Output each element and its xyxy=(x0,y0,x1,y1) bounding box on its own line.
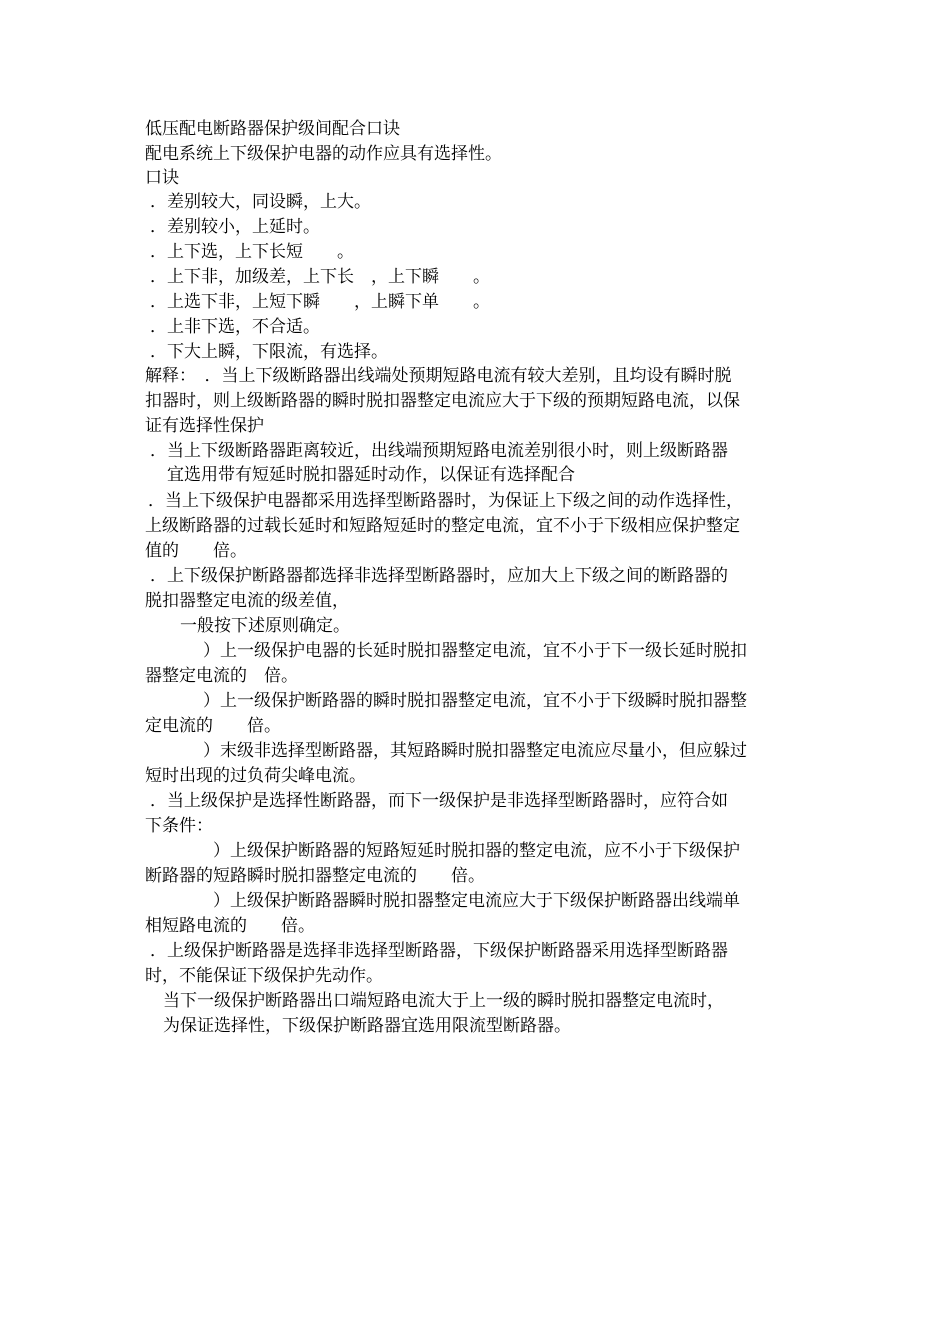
explanation-line: ．上级保护断路器是选择非选择型断路器，下级保护断路器采用选择型断路器 xyxy=(150,941,728,961)
explanation-line: ）上一级保护断路器的瞬时脱扣器整定电流，宜不小于下级瞬时脱扣器整 xyxy=(186,691,747,711)
mnemonic-line: ．上下非，加级差，上下长 ，上下瞬 。 xyxy=(150,267,490,287)
explanation-line: ．当上级保护是选择性断路器，而下一级保护是非选择型断路器时，应符合如 xyxy=(150,791,728,811)
explanation-line: 扣器时，则上级断路器的瞬时脱扣器整定电流应大于下级的预期短路电流，以保 xyxy=(145,391,740,411)
explanation-line: ）上一级保护电器的长延时脱扣器整定电流，宜不小于下一级长延时脱扣 xyxy=(186,641,747,661)
explanation-line: 值的 倍。 xyxy=(145,541,247,561)
explanation-line: 脱扣器整定电流的级差值， xyxy=(145,591,349,611)
explanation-line: 短时出现的过负荷尖峰电流。 xyxy=(145,766,366,786)
explanation-line: ）上级保护断路器的短路短延时脱扣器的整定电流，应不小于下级保护 xyxy=(196,841,740,861)
explanation-line: ．当上下级断路器距离较近，出线端预期短路电流差别很小时，则上级断路器 xyxy=(150,441,728,461)
explanation-line: 解释： ．当上下级断路器出线端处预期短路电流有较大差别，且均设有瞬时脱 xyxy=(145,366,732,386)
intro-paragraph: 配电系统上下级保护电器的动作应具有选择性。 xyxy=(145,144,502,164)
mnemonic-line: ．下大上瞬，下限流，有选择。 xyxy=(150,342,388,362)
explanation-line: ）上级保护断路器瞬时脱扣器整定电流应大于下级保护断路器出线端单 xyxy=(196,891,740,911)
mnemonic-line: ．上下选，上下长短 。 xyxy=(150,242,354,262)
explanation-line: ．上下级保护断路器都选择非选择型断路器时，应加大上下级之间的断路器的 xyxy=(150,566,728,586)
explanation-line: 相短路电流的 倍。 xyxy=(145,916,315,936)
mnemonic-heading: 口诀 xyxy=(145,168,179,188)
explanation-line: 证有选择性保护 xyxy=(145,416,264,436)
explanation-line: 当下一级保护断路器出口端短路电流大于上一级的瞬时脱扣器整定电流时， xyxy=(163,991,724,1011)
explanation-line: 一般按下述原则确定。 xyxy=(163,616,350,636)
explanation-line: 上级断路器的过载长延时和短路短延时的整定电流，宜不小于下级相应保护整定 xyxy=(145,516,740,536)
explanation-line: 断路器的短路瞬时脱扣器整定电流的 倍。 xyxy=(145,866,485,886)
explanation-line: 为保证选择性，下级保护断路器宜选用限流型断路器。 xyxy=(163,1016,571,1036)
explanation-line: 宜选用带有短延时脱扣器延时动作，以保证有选择配合 xyxy=(150,465,575,485)
explanation-line: ）末级非选择型断路器，其短路瞬时脱扣器整定电流应尽量小，但应躲过 xyxy=(186,741,747,761)
mnemonic-line: ．差别较大，同设瞬，上大。 xyxy=(150,192,371,212)
explanation-line: 器整定电流的 倍。 xyxy=(145,666,298,686)
mnemonic-line: ．上选下非，上短下瞬 ，上瞬下单 。 xyxy=(150,292,490,312)
explanation-line: 定电流的 倍。 xyxy=(145,716,281,736)
explanation-line: 时，不能保证下级保护先动作。 xyxy=(145,966,383,986)
explanation-line: 下条件： xyxy=(145,816,213,836)
mnemonic-line: ．上非下选，不合适。 xyxy=(150,317,320,337)
document-title: 低压配电断路器保护级间配合口诀 xyxy=(145,119,400,139)
mnemonic-line: ．差别较小，上延时。 xyxy=(150,217,320,237)
explanation-line: ．当上下级保护电器都采用选择型断路器时，为保证上下级之间的动作选择性， xyxy=(148,491,743,511)
